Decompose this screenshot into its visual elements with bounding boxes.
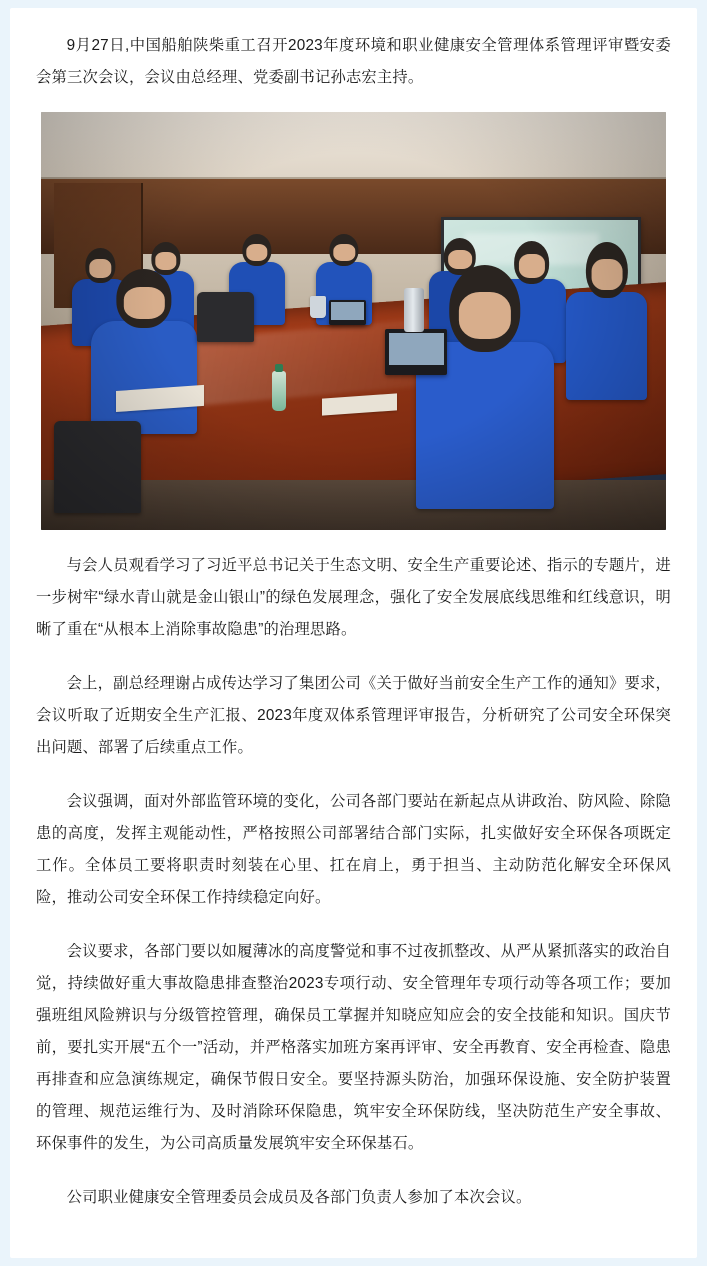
photo-cup (310, 296, 326, 318)
photo-attendee-face (155, 252, 176, 270)
photo-attendee (91, 321, 197, 434)
photo-attendee-face (246, 244, 267, 262)
photo-attendee-face (519, 254, 545, 277)
photo-attendee-face (448, 250, 472, 270)
photo-laptop (385, 329, 448, 375)
photo-attendee-face (333, 244, 354, 262)
photo-thermos (404, 288, 424, 332)
meeting-room-photo (41, 112, 666, 530)
photo-chair (197, 292, 253, 342)
article-photo-wrapper (36, 112, 671, 530)
photo-laptop (329, 300, 367, 325)
photo-attendee (566, 292, 647, 401)
photo-attendee-face (591, 259, 622, 289)
photo-attendee-face (459, 292, 511, 339)
photo-chair (54, 421, 142, 513)
paragraph-5: 会议要求，各部门要以如履薄冰的高度警觉和事不过夜抓整改、从严从紧抓落实的政治自觉，持续做好重大事故隐患排查整治2023专项行动、安全管理年专项行动等各项工作；要加强班组风险辨识与分级管控管理，确保员工掌握并知晓应知应会的安全技能和知识。国庆节前，要扎实开展“五个一”活动，并严格落实加班方案再评审、安全再教育、安全再检查、隐患再排查和应急演练规定，确保节假日安全。要坚持源头防治，加强环保设施、安全防护装置的管理、规范运维行为、及时消除环保隐患，筑牢安全环保防线，坚决防范生产安全事故、环保事件的发生，为公司高质量发展筑牢安全环保基石。 (36, 943, 671, 1152)
paragraph-2: 与会人员观看学习了习近平总书记关于生态文明、安全生产重要论述、指示的专题片，进一步树牢“绿水青山就是金山银山”的绿色发展理念，强化了安全发展底线思维和红线意识，明晰了重在“从根本上消除事故隐患”的治理思路。 (36, 557, 671, 638)
photo-attendee-face (90, 259, 111, 278)
paragraph-6: 公司职业健康安全管理委员会成员及各部门负责人参加了本次会议。 (66, 1189, 532, 1206)
photo-ceiling (41, 112, 666, 179)
photo-water-bottle (272, 371, 286, 411)
photo-attendee-face (124, 287, 164, 319)
paragraph-1: 9月27日,中国船舶陕柴重工召开2023年度环境和职业健康安全管理体系管理评审暨安委会第三次会议，会议由总经理、党委副书记孙志宏主持。 (36, 37, 671, 86)
article-body (10, 8, 697, 1258)
paragraph-3: 会上，副总经理谢占成传达学习了集团公司《关于做好当前安全生产工作的通知》要求，会议听取了近期安全生产汇报、2023年度双体系管理评审报告，分析研究了公司安全环保突出问题、部署了后续重点工作。 (36, 675, 671, 756)
paragraph-4: 会议强调，面对外部监管环境的变化，公司各部门要站在新起点从讲政治、防风险、除隐患的高度，发挥主观能动性，严格按照公司部署结合部门实际，扎实做好安全环保各项既定工作。全体员工要将职责时刻装在心里、扛在肩上，勇于担当、主动防范化解安全环保风险，推动公司安全环保工作持续稳定向好。 (36, 793, 671, 906)
